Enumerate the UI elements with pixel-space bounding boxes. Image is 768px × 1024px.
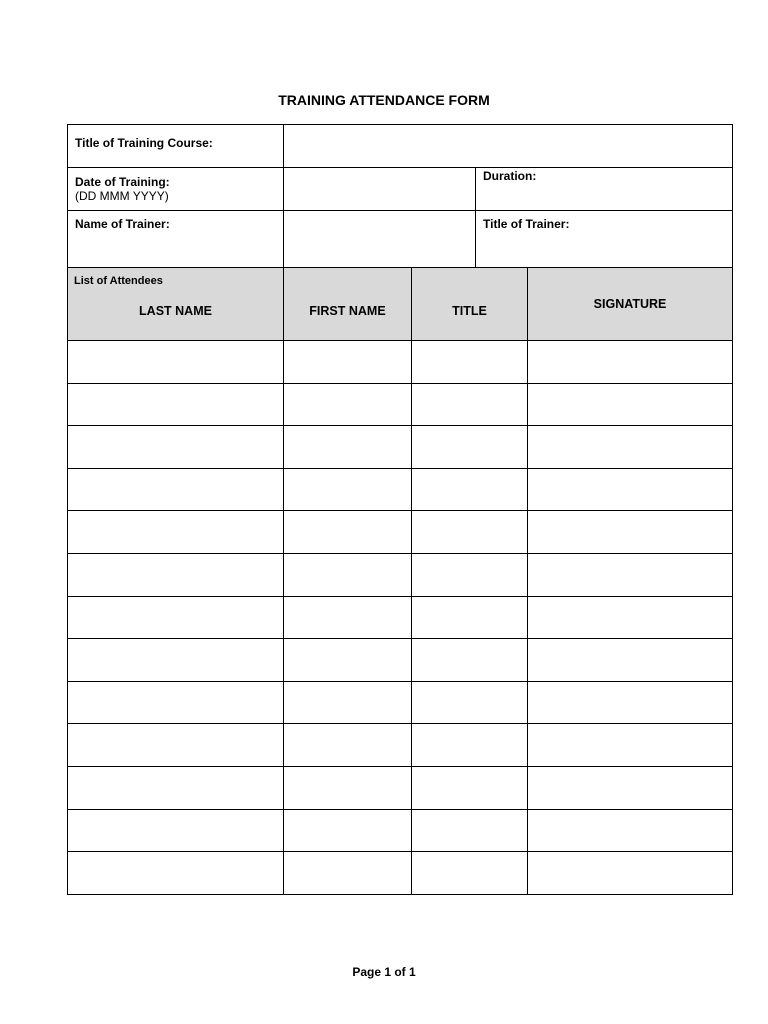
date-format-hint: (DD MMM YYYY)	[75, 189, 169, 203]
title-cell[interactable]	[411, 766, 528, 810]
last-name-cell[interactable]	[67, 723, 284, 767]
last-name-cell[interactable]	[67, 468, 284, 511]
first-name-cell[interactable]	[283, 851, 412, 895]
duration-label: Duration:	[483, 169, 537, 183]
trainer-name-input-cell[interactable]	[283, 210, 476, 268]
first-name-cell[interactable]	[283, 425, 412, 469]
date-label: Date of Training:	[75, 175, 170, 189]
signature-cell[interactable]	[527, 468, 733, 511]
column-header-signature	[527, 267, 733, 341]
first-name-cell[interactable]	[283, 510, 412, 554]
last-name-cell[interactable]	[67, 510, 284, 554]
title-header: TITLE	[452, 304, 487, 318]
signature-cell[interactable]	[527, 553, 733, 597]
last-name-cell[interactable]	[67, 766, 284, 810]
trainer-name-label-cell	[67, 210, 284, 268]
signature-cell[interactable]	[527, 638, 733, 682]
first-name-cell[interactable]	[283, 340, 412, 384]
column-header-last-name	[67, 267, 284, 341]
course-input-cell[interactable]	[283, 124, 733, 168]
column-header-title	[411, 267, 528, 341]
date-label-cell	[67, 167, 284, 211]
signature-header: SIGNATURE	[593, 297, 667, 311]
course-label: Title of Training Course:	[75, 136, 213, 150]
page-number: Page 1 of 1	[352, 965, 416, 979]
last-name-cell[interactable]	[67, 553, 284, 597]
signature-cell[interactable]	[527, 383, 733, 426]
first-name-cell[interactable]	[283, 723, 412, 767]
attendees-section-label: List of Attendees	[74, 275, 163, 287]
first-name-cell[interactable]	[283, 383, 412, 426]
first-name-cell[interactable]	[283, 638, 412, 682]
course-label-cell	[67, 124, 284, 168]
signature-cell[interactable]	[527, 596, 733, 639]
signature-cell[interactable]	[527, 510, 733, 554]
signature-cell[interactable]	[527, 766, 733, 810]
signature-cell[interactable]	[527, 723, 733, 767]
title-cell[interactable]	[411, 383, 528, 426]
title-cell[interactable]	[411, 596, 528, 639]
column-header-first-name	[283, 267, 412, 341]
signature-cell[interactable]	[527, 340, 733, 384]
title-cell[interactable]	[411, 510, 528, 554]
first-name-cell[interactable]	[283, 468, 412, 511]
title-cell[interactable]	[411, 638, 528, 682]
trainer-title-label: Title of Trainer:	[483, 217, 570, 231]
signature-cell[interactable]	[527, 809, 733, 852]
page-title: TRAINING ATTENDANCE FORM	[278, 92, 490, 108]
trainer-name-label: Name of Trainer:	[75, 217, 170, 231]
title-cell[interactable]	[411, 723, 528, 767]
first-name-cell[interactable]	[283, 809, 412, 852]
title-cell[interactable]	[411, 468, 528, 511]
last-name-cell[interactable]	[67, 851, 284, 895]
title-cell[interactable]	[411, 809, 528, 852]
first-name-cell[interactable]	[283, 681, 412, 724]
title-cell[interactable]	[411, 340, 528, 384]
first-name-cell[interactable]	[283, 596, 412, 639]
title-cell[interactable]	[411, 681, 528, 724]
signature-cell[interactable]	[527, 851, 733, 895]
last-name-cell[interactable]	[67, 809, 284, 852]
last-name-cell[interactable]	[67, 596, 284, 639]
last-name-cell[interactable]	[67, 681, 284, 724]
last-name-cell[interactable]	[67, 425, 284, 469]
signature-cell[interactable]	[527, 425, 733, 469]
date-input-cell[interactable]	[283, 167, 476, 211]
last-name-cell[interactable]	[67, 383, 284, 426]
title-cell[interactable]	[411, 425, 528, 469]
first-name-cell[interactable]	[283, 766, 412, 810]
last-name-cell[interactable]	[67, 638, 284, 682]
trainer-title-cell[interactable]	[475, 210, 733, 268]
title-cell[interactable]	[411, 851, 528, 895]
signature-cell[interactable]	[527, 681, 733, 724]
last-name-header: LAST NAME	[139, 304, 212, 318]
first-name-cell[interactable]	[283, 553, 412, 597]
title-cell[interactable]	[411, 553, 528, 597]
duration-cell[interactable]	[475, 167, 733, 211]
first-name-header: FIRST NAME	[309, 304, 386, 318]
last-name-cell[interactable]	[67, 340, 284, 384]
